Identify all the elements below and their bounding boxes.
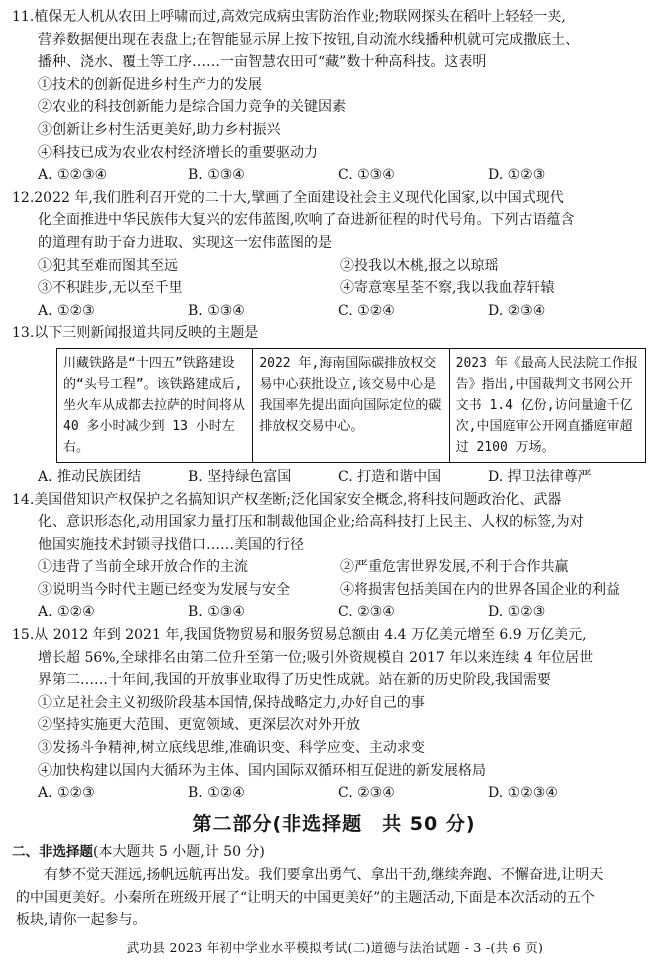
question-12-stem-line-3: 的道理有助于奋力进取、实现这一宏伟蓝图的是 xyxy=(38,234,332,251)
statement-2: ②坚持实施更大范围、更宽领域、更深层次对外开放 xyxy=(38,717,360,734)
statement-4: ④科技已成为农业农村经济增长的重要驱动力 xyxy=(38,144,318,161)
choice-b: B. ①③④ xyxy=(188,604,245,621)
choice-c: C. ②③④ xyxy=(338,785,395,802)
answer-choices xyxy=(12,601,656,624)
statement-1: ①犯其至难而图其至远 xyxy=(38,257,178,274)
question-12-stem-line-1 xyxy=(12,187,656,210)
section-heading xyxy=(12,841,656,864)
question-number: 13. xyxy=(12,325,35,342)
statement-row xyxy=(12,277,656,300)
choice-c: C. ②③④ xyxy=(338,604,395,621)
intro-line-1: 有梦不觉天涯远,扬帆远航再出发。我们要拿出勇气、拿出干劲,继续奔跑、不懈奋进,让明天 xyxy=(44,867,604,883)
statement-3: ③说明当今时代主题已经变为发展与安全 xyxy=(38,581,290,598)
question-11-stem-line-1 xyxy=(12,6,656,29)
part-two-title: 第二部分(非选择题 共 50 分) xyxy=(192,812,476,835)
question-11-stem-line-2: 营养数据便出现在表盘上;在智能显示屏上按下按钮,自动流水线播种机就可完成撒底土、 xyxy=(38,31,580,48)
choice-c: C. 打造和谐中国 xyxy=(338,468,442,485)
question-stem: 植保无人机从农田上呼啸而过,高效完成病虫害防治作业;物联网探头在稻叶上轻轻一夹, xyxy=(34,9,566,25)
news-item-3: 2023 年《最高人民法院工作报告》指出,中国裁判文书网公开文书 1.4 亿份,访问量逾千亿次,中国庭审公开网直播庭审超过 2100 万场。 xyxy=(449,348,645,462)
statement-row xyxy=(12,255,656,278)
answer-choices xyxy=(12,782,656,805)
statement-3: ③发扬斗争精神,树立底线思维,准确识变、科学应变、主动求变 xyxy=(38,740,425,757)
page-footer: 武功县 2023 年初中学业水平模拟考试(二)道德与法治试题 - 3 -(共 6 页) xyxy=(126,940,544,956)
question-stem: 以下三则新闻报道共同反映的主题是 xyxy=(34,325,259,342)
question-15-stem-line-1 xyxy=(12,624,656,647)
question-number: 12. xyxy=(12,189,35,206)
choice-a: A. ①②④ xyxy=(38,604,95,621)
section-note: (本大题共 5 小题,计 50 分) xyxy=(93,844,265,861)
statement-4: ④加快构建以国内大循环为主体、国内国际双循环相互促进的新发展格局 xyxy=(38,762,486,779)
statement-4: ④将损害包括美国在内的世界各国企业的利益 xyxy=(340,581,620,598)
question-stem: 美国借知识产权保护之名搞知识产权垄断;泛化国家安全概念,将科技问题政治化、武器 xyxy=(34,491,562,508)
choice-b: B. 坚持绿色富国 xyxy=(188,468,292,485)
question-14 xyxy=(12,489,656,625)
question-15-stem-line-2: 增长超 56%,全球排名由第二位升至第一位;吸引外资规模自 2017 年以来连续 4 年位居世 xyxy=(38,649,594,666)
statement-1: ①立足社会主义初级阶段基本国情,保持战略定力,办好自己的事 xyxy=(38,694,425,711)
question-13 xyxy=(12,322,656,488)
choice-d: D. ②③④ xyxy=(488,302,546,319)
choice-c: C. ①②④ xyxy=(338,302,395,319)
news-item-1: 川藏铁路是“十四五”铁路建设的“头号工程”。该铁路建成后,坐火车从成都去拉萨的时间将从 40 多小时减少到 13 小时左右。 xyxy=(57,348,253,462)
statement-4: ④寄意寒星荃不察,我以我血荐轩辕 xyxy=(340,280,555,297)
question-11 xyxy=(12,6,656,187)
choice-d: D. 捍卫法律尊严 xyxy=(488,468,592,485)
question-13-stem-line-1 xyxy=(12,322,656,345)
intro-line-3: 板块,请你一起参与。 xyxy=(16,912,147,929)
statement-row xyxy=(12,579,656,602)
choice-c: C. ①③④ xyxy=(338,167,395,184)
question-12 xyxy=(12,187,656,323)
statement-2: ②投我以木桃,报之以琼瑶 xyxy=(340,257,499,274)
statement-2: ②严重危害世界发展,不利于合作共赢 xyxy=(340,559,569,576)
question-11-stem-line-3: 播种、浇水、覆土等工序……一亩智慧农田可“藏”数十种高科技。这表明 xyxy=(38,54,487,71)
choice-d: D. ①②③④ xyxy=(488,785,558,802)
question-15-stem-line-3: 界第二……十年间,我国的开放事业取得了历史性成就。站在新的历史阶段,我国需要 xyxy=(38,672,551,689)
statement-3: ③不积跬步,无以至千里 xyxy=(38,280,183,297)
question-stem: 从 2012 年到 2021 年,我国货物贸易和服务贸易总额由 4.4 万亿美元增至 6.9 万亿美元, xyxy=(34,627,587,644)
question-number: 11. xyxy=(12,9,35,25)
question-14-stem-line-3: 他国实施技术封锁寻找借口……美国的行径 xyxy=(38,536,304,553)
intro-line-2: 的中国更美好。小秦所在班级开展了“让明天的中国更美好”的主题活动,下面是本次活动的五个 xyxy=(16,889,595,906)
question-number: 15. xyxy=(12,627,35,644)
answer-choices xyxy=(12,300,656,323)
choice-b: B. ①②④ xyxy=(188,785,245,802)
news-row xyxy=(57,348,646,462)
choice-a: A. ①②③ xyxy=(38,785,95,802)
statement-3: ③创新让乡村生活更美好,助力乡村振兴 xyxy=(38,121,281,138)
section-label: 二、非选择题 xyxy=(12,844,93,861)
choice-a: A. ①②③ xyxy=(38,302,95,319)
choice-b: B. ①③④ xyxy=(188,167,245,184)
statement-1: ①技术的创新促进乡村生产力的发展 xyxy=(38,76,262,93)
choice-a: A. 推动民族团结 xyxy=(38,468,142,485)
choice-d: D. ①②③ xyxy=(488,604,546,621)
news-item-2: 2022 年,海南国际碳排放权交易中心获批设立,该交易中心是我国率先提出面向国际定位的碳排放权交易中心。 xyxy=(253,348,449,462)
statement-1: ①违背了当前全球开放合作的主流 xyxy=(38,559,248,576)
statement-2: ②农业的科技创新能力是综合国力竞争的关键因素 xyxy=(38,99,346,116)
question-12-stem-line-2: 化全面推进中华民族伟大复兴的宏伟蓝图,吹响了奋进新征程的时代号角。下列古语蕴含 xyxy=(38,212,575,229)
question-14-stem-line-1 xyxy=(12,489,656,512)
question-stem: 2022 年,我们胜利召开党的二十大,擘画了全面建设社会主义现代化国家,以中国式现代 xyxy=(34,189,564,206)
question-15 xyxy=(12,624,656,805)
choice-a: A. ①②③④ xyxy=(38,167,108,184)
statement-row xyxy=(12,556,656,579)
choice-d: D. ①②③ xyxy=(488,167,546,184)
question-14-stem-line-2: 化、意识形态化,动用国家力量打压和制裁他国企业;给高科技打上民主、人权的标签,为对 xyxy=(38,514,584,531)
answer-choices xyxy=(12,466,656,489)
news-table xyxy=(56,348,646,463)
question-number: 14. xyxy=(12,491,35,508)
answer-choices xyxy=(12,164,656,187)
choice-b: B. ①③④ xyxy=(188,302,245,319)
